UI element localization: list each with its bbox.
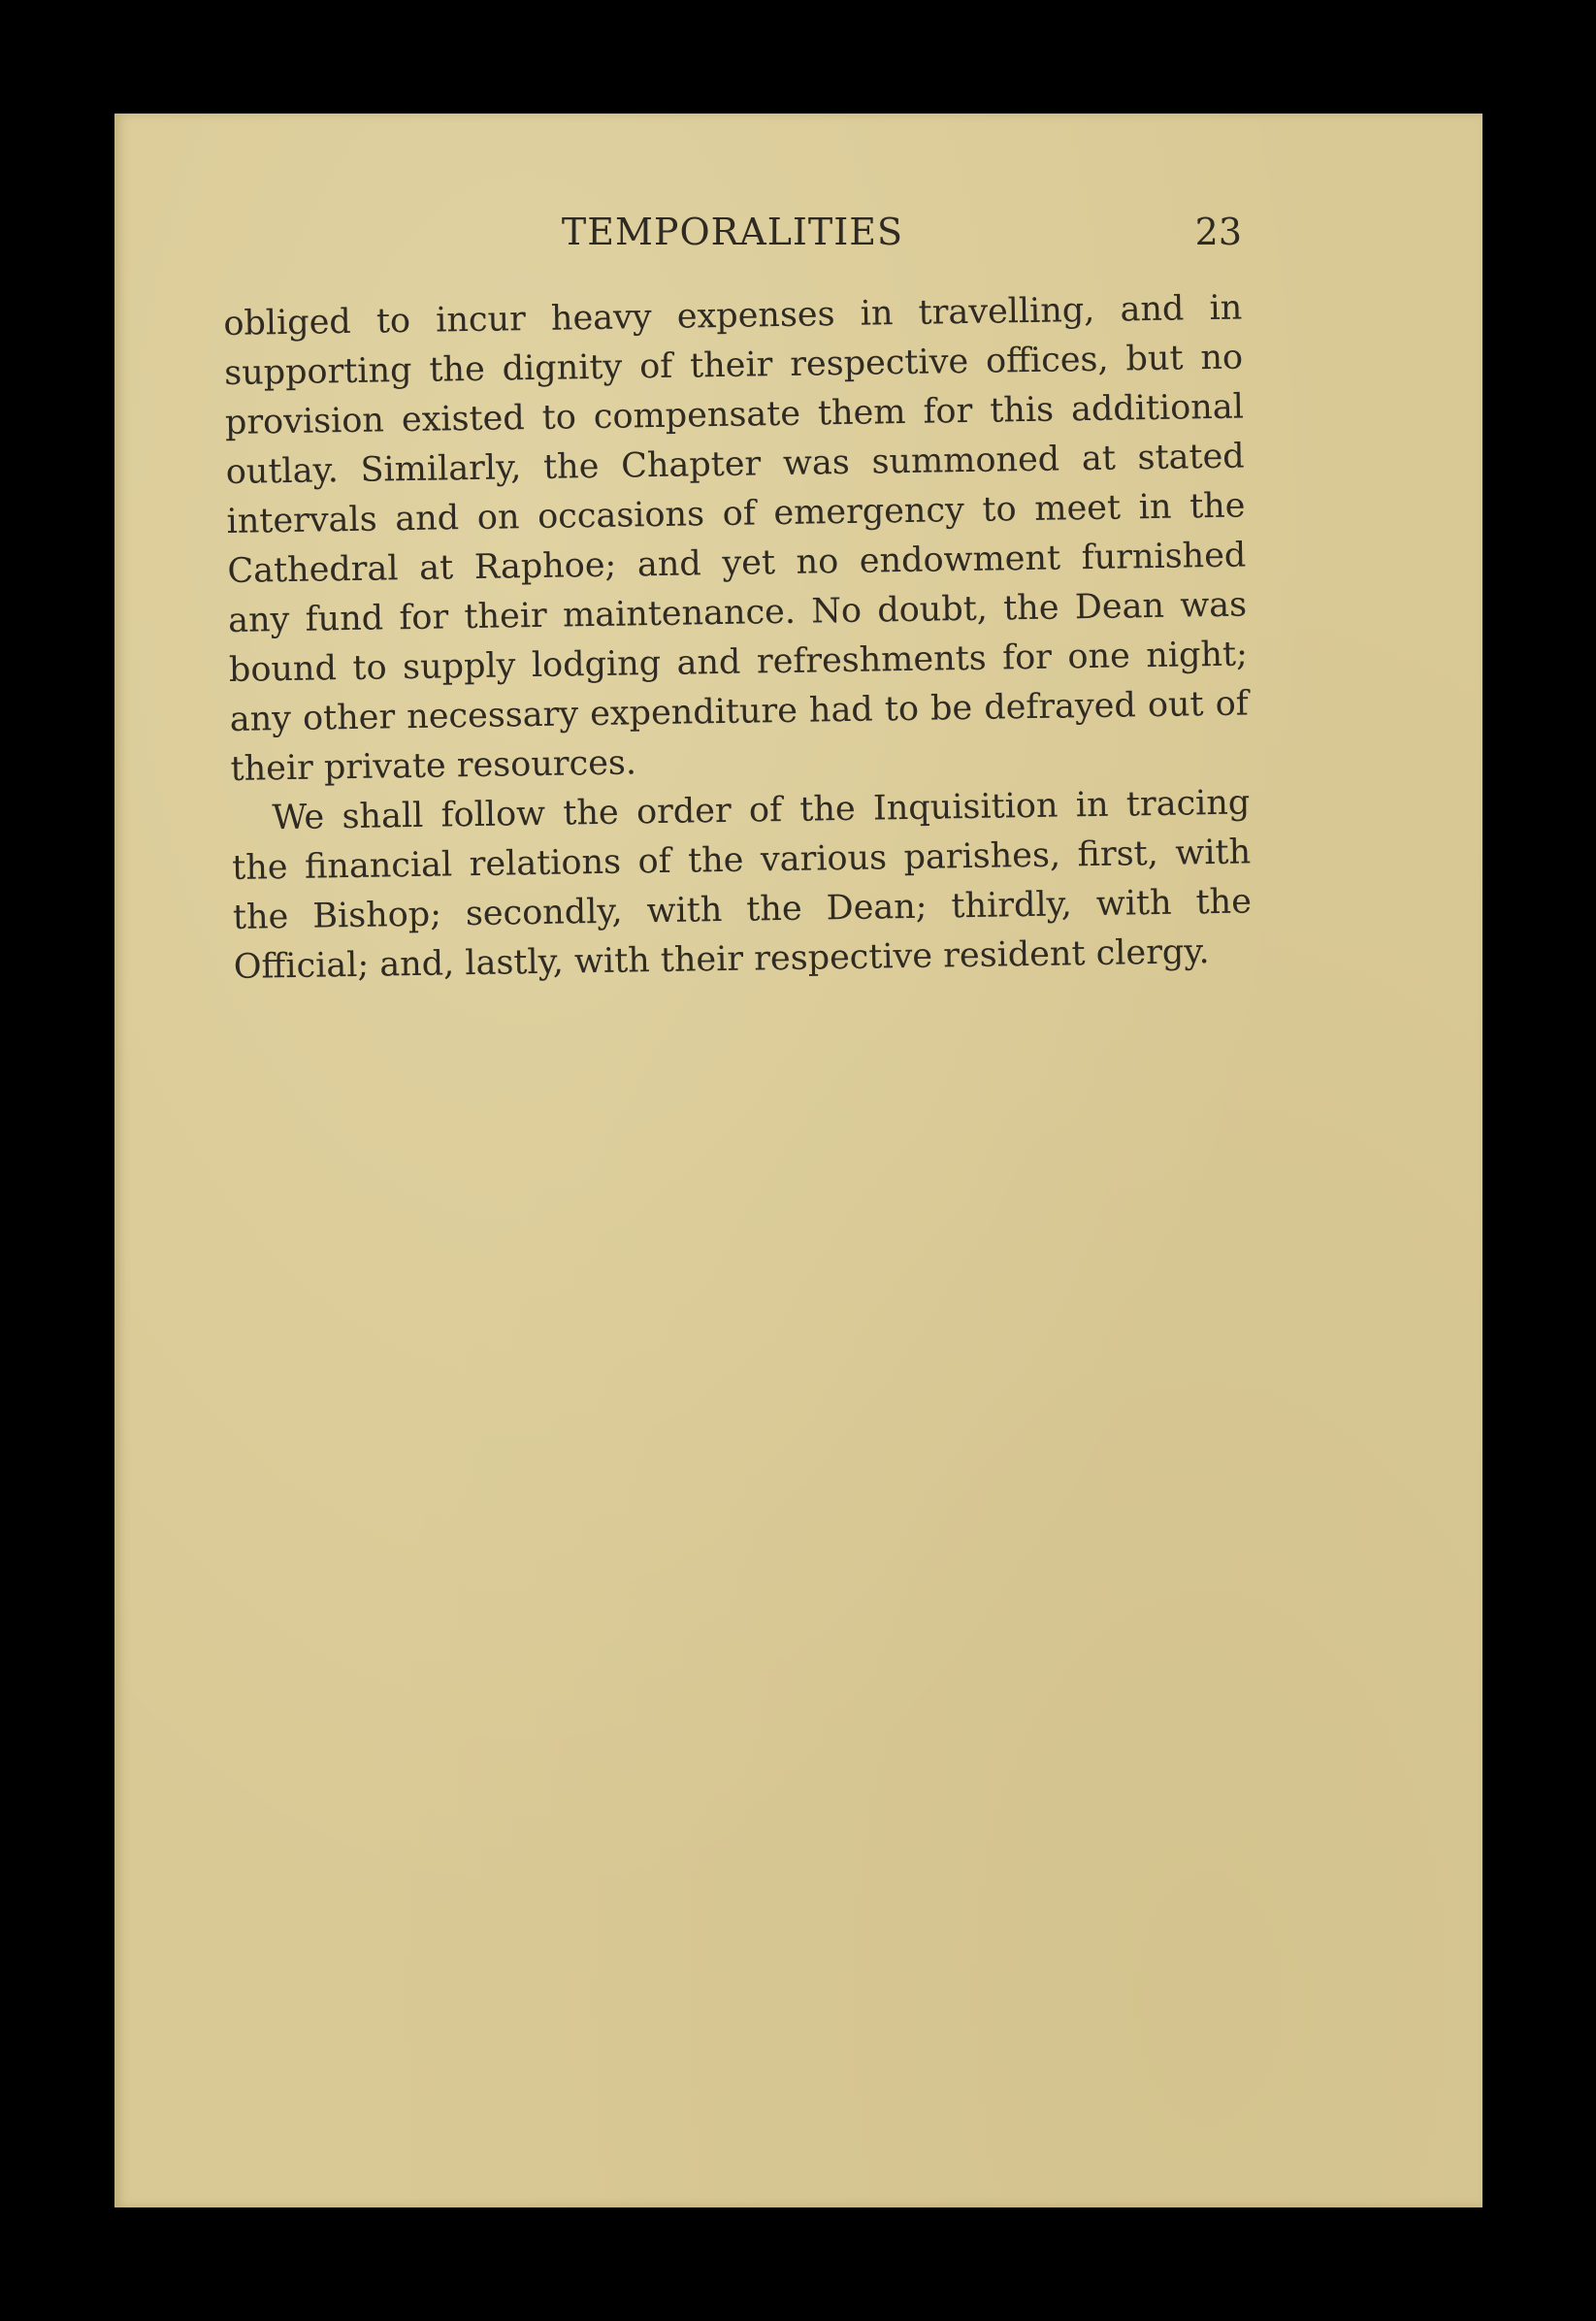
body-text <box>223 284 1253 993</box>
page-number: 23 <box>1194 211 1242 253</box>
paragraph: We shall follow the order of the Inquisition in tracing the financial relations of the various parishes, first, with the Bishop; secondly, with the Dean; thirdly, with the Official; and, lastly, with their respective resident clergy. <box>231 783 1253 987</box>
running-head <box>223 211 1242 269</box>
running-title: TEMPORALITIES <box>561 211 904 253</box>
book-page <box>114 114 1482 2207</box>
paragraph-continuation: obliged to incur heavy expenses in travelling, and in supporting the dignity of their respective offices, but no provision existed to compensate them for this additional outlay. Similarly, the Chapter was summoned at stated intervals and on occasions of emergency to meet in the Cathedral at Raphoe; and yet no endowment furnished any fund for their maintenance. No doubt, the Dean was bound to supply lodging and refreshments for one night; any other necessary expenditure had to be defrayed out of their private resources. <box>223 288 1249 789</box>
